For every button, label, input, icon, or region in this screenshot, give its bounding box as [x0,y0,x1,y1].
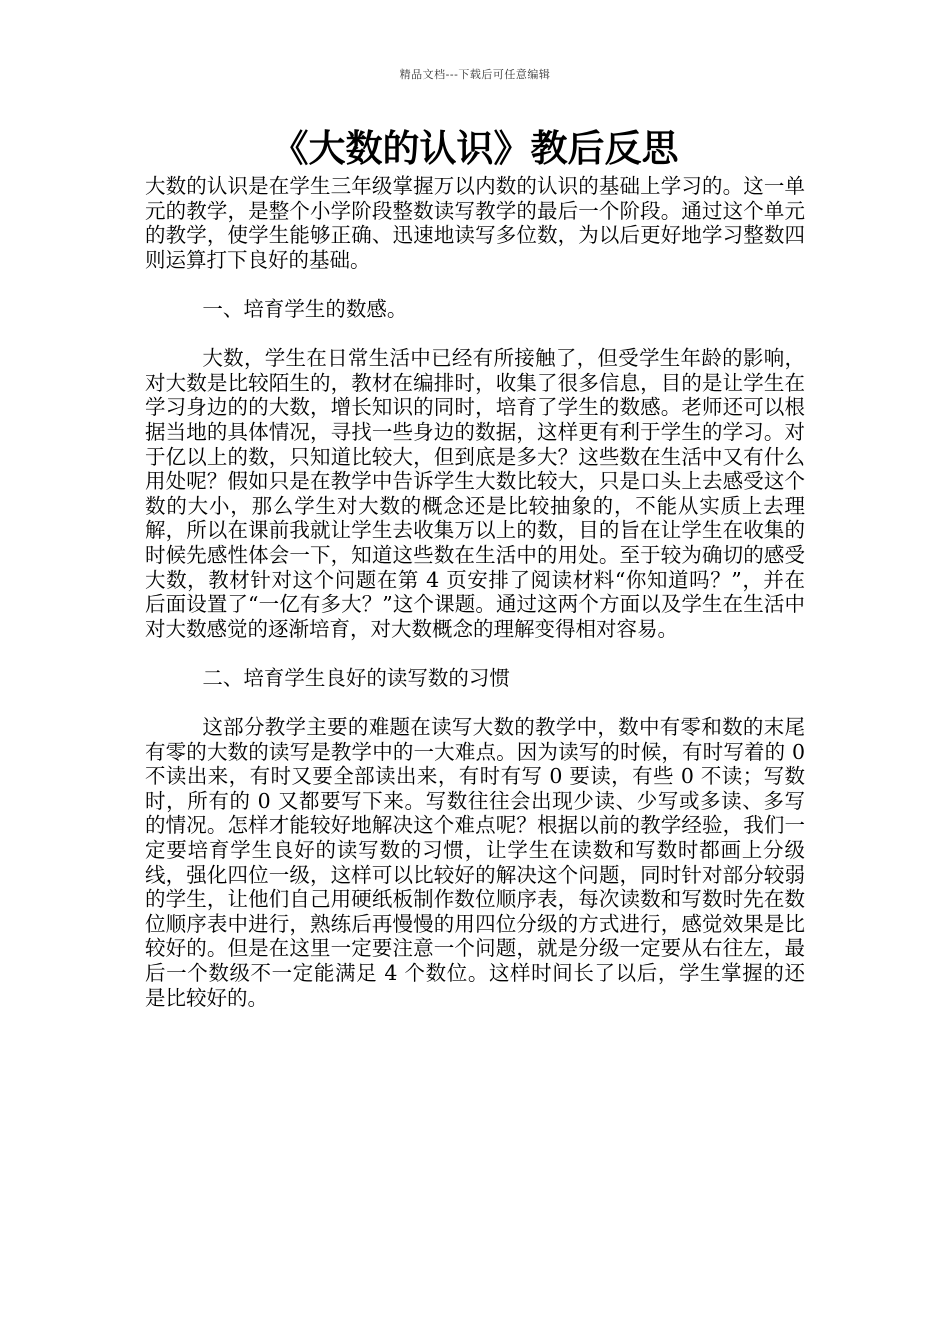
intro-paragraph: 大数的认识是在学生三年级掌握万以内数的认识的基础上学习的。这一单元的教学，是整个小学阶段整数读写教学的最后一个阶段。通过这个单元的教学，使学生能够正确、迅速地读写多位数，为以后更好地学习整数四则运算打下良好的基础。 [145,174,805,272]
section-heading-1: 一、培育学生的数感。 [202,296,408,321]
section-1-paragraph: 大数，学生在日常生活中已经有所接触了，但受学生年龄的影响，对大数是比较陌生的，教材在编排时，收集了很多信息，目的是让学生在学习身边的的大数，增长知识的同时，培育了学生的数感。老师还可以根据当地的具体情况，寻找一些身边的数据，这样更有利于学生的学习。对于亿以上的数，只知道比较大，但到底是多大？这些数在生活中又有什么用处呢？假如只是在教学中告诉学生大数比较大，只是口头上去感受这个数的大小，那么学生对大数的概念还是比较抽象的，不能从实质上去理解，所以在课前我就让学生去收集万以上的数，目的旨在让学生在收集的时候先感性体会一下，知道这些数在生活中的用处。至于较为确切的感受大数，教材针对这个问题在第 4 页安排了阅读材料“你知道吗？”，并在后面设置了“一亿有多大？”这个课题。通过这两个方面以及学生在生活中对大数感觉的逐渐培育，对大数概念的理解变得相对容易。 [145,346,805,641]
header-note: 精品文档---下载后可任意编辑 [399,68,551,81]
document-body [145,174,805,1010]
section-heading-2: 二、培育学生良好的读写数的习惯 [202,665,510,690]
section-2-paragraph: 这部分教学主要的难题在读写大数的教学中，数中有零和数的末尾有零的大数的读写是教学中的一大难点。因为读写的时候，有时写着的 0 不读出来，有时又要全部读出来，有时有写 0 要读，有些 0 不读；写数时，所有的 0 又都要写下来。写数往往会出现少读、少写或多读、多写的情况。怎样才能较好地解决这个难点呢？根据以前的教学经验，我们一定要培育学生良好的读写数的习惯，让学生在读数和写数时都画上分级线，强化四位一级，这样可以比较好的解决这个问题，同时针对部分较弱的学生，让他们自己用硬纸板制作数位顺序表，每次读数和写数时先在数位顺序表中进行，熟练后再慢慢的用四位分级的方式进行，感觉效果是比较好的。但是在这里一定要注意一个问题，就是分级一定要从右往左，最后一个数级不一定能满足 4 个数位。这样时间长了以后，学生掌握的还是比较好的。 [145,715,805,1010]
document-title: 《大数的认识》教后反思 [271,127,679,170]
